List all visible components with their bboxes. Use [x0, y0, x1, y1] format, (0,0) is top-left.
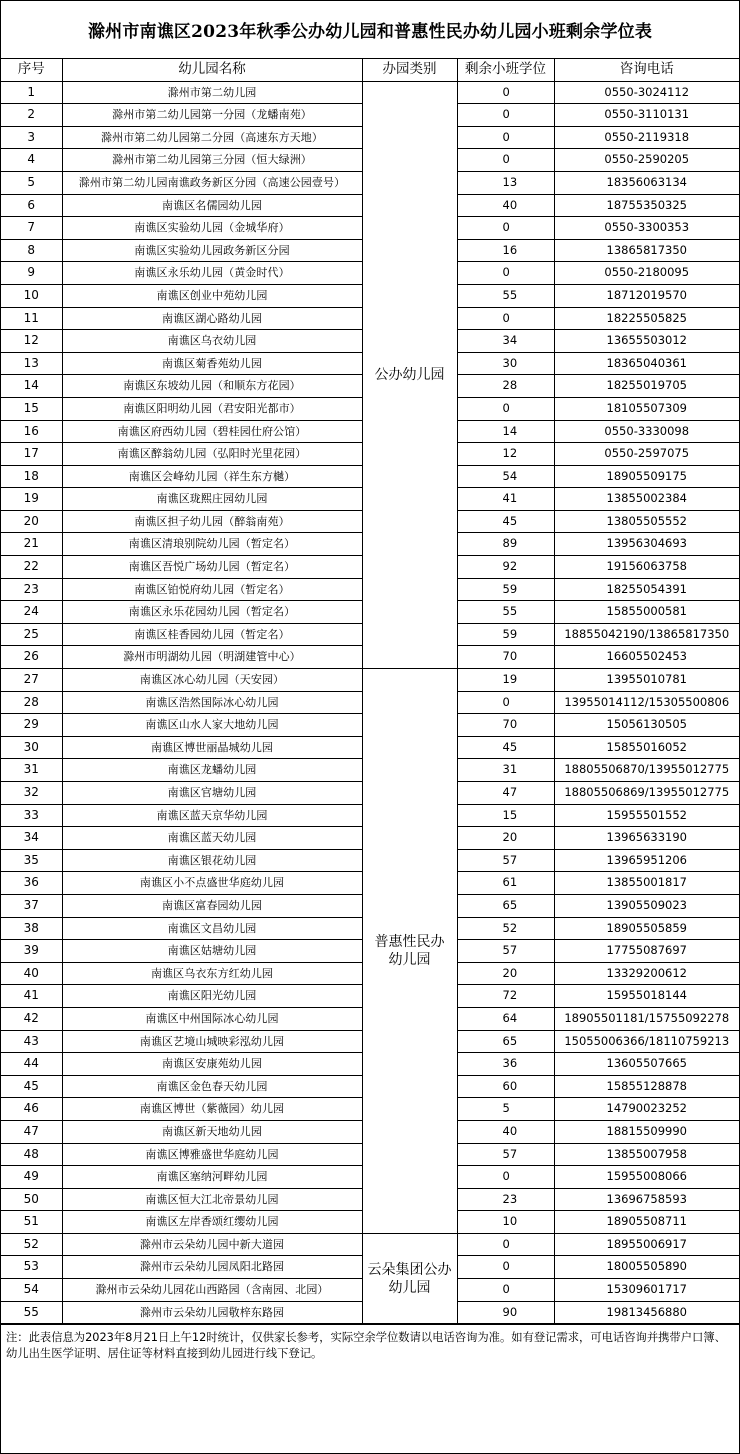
remaining-seats-cell: 72: [457, 985, 554, 1008]
phone-cell: 18805506869/13955012775: [554, 782, 739, 805]
row-index-cell: 44: [1, 1053, 62, 1076]
kindergarten-name-cell: 南谯区醉翁幼儿园（弘阳时光里花园）: [62, 443, 362, 466]
phone-cell: 13905509023: [554, 894, 739, 917]
remaining-seats-cell: 14: [457, 420, 554, 443]
kindergarten-name-cell: 南谯区东坡幼儿园（和顺东方花园）: [62, 375, 362, 398]
row-index-cell: 40: [1, 962, 62, 985]
remaining-seats-cell: 30: [457, 352, 554, 375]
remaining-seats-cell: 65: [457, 894, 554, 917]
table-row: [1, 81, 739, 104]
row-index-cell: 51: [1, 1211, 62, 1234]
page-title: 滁州市南谯区2023年秋季公办幼儿园和普惠性民办幼儿园小班剩余学位表: [1, 1, 739, 59]
kindergarten-name-cell: 南谯区富春园幼儿园: [62, 894, 362, 917]
kindergarten-name-cell: 滁州市云朵幼儿园中新大道园: [62, 1233, 362, 1256]
remaining-seats-cell: 57: [457, 940, 554, 963]
kindergarten-name-cell: 南谯区永乐幼儿园（黄金时代）: [62, 262, 362, 285]
remaining-seats-cell: 13: [457, 171, 554, 194]
remaining-seats-cell: 0: [457, 1256, 554, 1279]
row-index-cell: 32: [1, 782, 62, 805]
remaining-seats-cell: 0: [457, 1279, 554, 1302]
kindergarten-name-cell: 南谯区银花幼儿园: [62, 849, 362, 872]
row-index-cell: 46: [1, 1098, 62, 1121]
phone-cell: 18105507309: [554, 397, 739, 420]
phone-cell: 13855002384: [554, 488, 739, 511]
remaining-seats-cell: 20: [457, 827, 554, 850]
kindergarten-name-cell: 南谯区博世（紫薇园）幼儿园: [62, 1098, 362, 1121]
kindergarten-name-cell: 南谯区文昌幼儿园: [62, 917, 362, 940]
phone-cell: 13805505552: [554, 510, 739, 533]
kindergarten-name-cell: 南谯区乌衣幼儿园: [62, 330, 362, 353]
kindergarten-name-cell: 南谯区官塘幼儿园: [62, 782, 362, 805]
remaining-seats-cell: 60: [457, 1075, 554, 1098]
row-index-cell: 8: [1, 239, 62, 262]
kindergarten-name-cell: 南谯区实验幼儿园（金城华府）: [62, 217, 362, 240]
kindergarten-name-cell: 滁州市明湖幼儿园（明湖建管中心）: [62, 646, 362, 669]
kindergarten-name-cell: 南谯区恒大江北帝景幼儿园: [62, 1188, 362, 1211]
kindergarten-name-cell: 南谯区桂香园幼儿园（暂定名）: [62, 623, 362, 646]
remaining-seats-cell: 0: [457, 1166, 554, 1189]
phone-cell: 13655503012: [554, 330, 739, 353]
kindergarten-name-cell: 南谯区湖心路幼儿园: [62, 307, 362, 330]
phone-cell: 15855000581: [554, 601, 739, 624]
kindergarten-name-cell: 南谯区中州国际冰心幼儿园: [62, 1007, 362, 1030]
row-index-cell: 35: [1, 849, 62, 872]
phone-cell: 18755350325: [554, 194, 739, 217]
remaining-seats-cell: 0: [457, 149, 554, 172]
phone-cell: 13865817350: [554, 239, 739, 262]
row-index-cell: 39: [1, 940, 62, 963]
kindergarten-name-cell: 南谯区山水人家大地幼儿园: [62, 714, 362, 737]
phone-cell: 0550-2590205: [554, 149, 739, 172]
phone-cell: 18255054391: [554, 578, 739, 601]
row-index-cell: 9: [1, 262, 62, 285]
row-index-cell: 12: [1, 330, 62, 353]
remaining-seats-cell: 45: [457, 736, 554, 759]
kindergarten-name-cell: 南谯区蓝天幼儿园: [62, 827, 362, 850]
phone-cell: 0550-2597075: [554, 443, 739, 466]
remaining-seats-cell: 61: [457, 872, 554, 895]
remaining-seats-cell: 54: [457, 465, 554, 488]
remaining-seats-cell: 31: [457, 759, 554, 782]
phone-cell: 17755087697: [554, 940, 739, 963]
row-index-cell: 6: [1, 194, 62, 217]
remaining-seats-cell: 40: [457, 1120, 554, 1143]
phone-cell: 13605507665: [554, 1053, 739, 1076]
phone-cell: 15855128878: [554, 1075, 739, 1098]
row-index-cell: 28: [1, 691, 62, 714]
phone-cell: 15955018144: [554, 985, 739, 1008]
row-index-cell: 47: [1, 1120, 62, 1143]
kindergarten-name-cell: 南谯区清琅别院幼儿园（暂定名）: [62, 533, 362, 556]
remaining-seats-cell: 64: [457, 1007, 554, 1030]
phone-cell: 13855007958: [554, 1143, 739, 1166]
row-index-cell: 10: [1, 284, 62, 307]
remaining-seats-cell: 70: [457, 646, 554, 669]
row-index-cell: 25: [1, 623, 62, 646]
header-seats: 剩余小班学位: [457, 59, 554, 81]
row-index-cell: 13: [1, 352, 62, 375]
row-index-cell: 29: [1, 714, 62, 737]
kindergarten-name-cell: 南谯区新天地幼儿园: [62, 1120, 362, 1143]
row-index-cell: 19: [1, 488, 62, 511]
remaining-seats-cell: 0: [457, 104, 554, 127]
kindergarten-name-cell: 南谯区珑熙庄园幼儿园: [62, 488, 362, 511]
remaining-seats-cell: 90: [457, 1301, 554, 1324]
phone-cell: 15309601717: [554, 1279, 739, 1302]
kindergarten-name-cell: 南谯区冰心幼儿园（天安园）: [62, 669, 362, 692]
phone-cell: 18712019570: [554, 284, 739, 307]
row-index-cell: 2: [1, 104, 62, 127]
phone-cell: 13955010781: [554, 669, 739, 692]
row-index-cell: 50: [1, 1188, 62, 1211]
remaining-seats-cell: 28: [457, 375, 554, 398]
kindergarten-name-cell: 滁州市第二幼儿园: [62, 81, 362, 104]
kindergarten-name-cell: 滁州市云朵幼儿园花山西路园（含南园、北园）: [62, 1279, 362, 1302]
row-index-cell: 33: [1, 804, 62, 827]
kindergarten-name-cell: 南谯区府西幼儿园（碧桂园仕府公馆）: [62, 420, 362, 443]
phone-cell: 18005505890: [554, 1256, 739, 1279]
row-index-cell: 31: [1, 759, 62, 782]
phone-cell: 19813456880: [554, 1301, 739, 1324]
row-index-cell: 36: [1, 872, 62, 895]
kindergarten-name-cell: 南谯区吾悦广场幼儿园（暂定名）: [62, 556, 362, 579]
phone-cell: 0550-3330098: [554, 420, 739, 443]
kindergarten-name-cell: 滁州市第二幼儿园第二分园（高速东方天地）: [62, 126, 362, 149]
category-cell: 公办幼儿园: [362, 81, 457, 668]
phone-cell: 14790023252: [554, 1098, 739, 1121]
row-index-cell: 11: [1, 307, 62, 330]
remaining-seats-cell: 55: [457, 284, 554, 307]
row-index-cell: 4: [1, 149, 62, 172]
table-row: [1, 1233, 739, 1256]
seats-table: [1, 59, 739, 1324]
row-index-cell: 7: [1, 217, 62, 240]
kindergarten-name-cell: 南谯区塞纳河畔幼儿园: [62, 1166, 362, 1189]
header-name: 幼儿园名称: [62, 59, 362, 81]
phone-cell: 18905509175: [554, 465, 739, 488]
phone-cell: 18905505859: [554, 917, 739, 940]
kindergarten-name-cell: 南谯区金色春天幼儿园: [62, 1075, 362, 1098]
kindergarten-name-cell: 南谯区乌衣东方红幼儿园: [62, 962, 362, 985]
remaining-seats-cell: 47: [457, 782, 554, 805]
category-cell: 云朵集团公办 幼儿园: [362, 1233, 457, 1323]
phone-cell: 15955501552: [554, 804, 739, 827]
remaining-seats-cell: 10: [457, 1211, 554, 1234]
phone-cell: 15855016052: [554, 736, 739, 759]
row-index-cell: 54: [1, 1279, 62, 1302]
phone-cell: 13329200612: [554, 962, 739, 985]
kindergarten-name-cell: 滁州市云朵幼儿园凤阳北路园: [62, 1256, 362, 1279]
row-index-cell: 48: [1, 1143, 62, 1166]
phone-cell: 18225505825: [554, 307, 739, 330]
phone-cell: 13965633190: [554, 827, 739, 850]
phone-cell: 13955014112/15305500806: [554, 691, 739, 714]
kindergarten-name-cell: 南谯区实验幼儿园政务新区分园: [62, 239, 362, 262]
remaining-seats-cell: 12: [457, 443, 554, 466]
remaining-seats-cell: 0: [457, 217, 554, 240]
phone-cell: 0550-2180095: [554, 262, 739, 285]
remaining-seats-cell: 0: [457, 397, 554, 420]
kindergarten-name-cell: 南谯区阳明幼儿园（君安阳光都市）: [62, 397, 362, 420]
row-index-cell: 1: [1, 81, 62, 104]
phone-cell: 15055006366/18110759213: [554, 1030, 739, 1053]
row-index-cell: 27: [1, 669, 62, 692]
phone-cell: 18356063134: [554, 171, 739, 194]
row-index-cell: 15: [1, 397, 62, 420]
row-index-cell: 14: [1, 375, 62, 398]
kindergarten-name-cell: 南谯区永乐花园幼儿园（暂定名）: [62, 601, 362, 624]
table-row: [1, 669, 739, 692]
kindergarten-name-cell: 滁州市第二幼儿园第一分园（龙蟠南苑）: [62, 104, 362, 127]
phone-cell: 0550-3300353: [554, 217, 739, 240]
remaining-seats-cell: 36: [457, 1053, 554, 1076]
remaining-seats-cell: 5: [457, 1098, 554, 1121]
remaining-seats-cell: 52: [457, 917, 554, 940]
row-index-cell: 52: [1, 1233, 62, 1256]
header-row: [1, 59, 739, 81]
remaining-seats-cell: 92: [457, 556, 554, 579]
kindergarten-name-cell: 南谯区蓝天京华幼儿园: [62, 804, 362, 827]
kindergarten-name-cell: 南谯区铂悦府幼儿园（暂定名）: [62, 578, 362, 601]
phone-cell: 15056130505: [554, 714, 739, 737]
row-index-cell: 20: [1, 510, 62, 533]
kindergarten-name-cell: 南谯区名儒园幼儿园: [62, 194, 362, 217]
row-index-cell: 18: [1, 465, 62, 488]
kindergarten-name-cell: 南谯区小不点盛世华庭幼儿园: [62, 872, 362, 895]
phone-cell: 18805506870/13955012775: [554, 759, 739, 782]
remaining-seats-cell: 40: [457, 194, 554, 217]
remaining-seats-cell: 0: [457, 126, 554, 149]
phone-cell: 18905508711: [554, 1211, 739, 1234]
phone-cell: 13696758593: [554, 1188, 739, 1211]
remaining-seats-cell: 70: [457, 714, 554, 737]
remaining-seats-cell: 59: [457, 623, 554, 646]
row-index-cell: 37: [1, 894, 62, 917]
kindergarten-name-cell: 南谯区左岸香颂红缨幼儿园: [62, 1211, 362, 1234]
row-index-cell: 5: [1, 171, 62, 194]
header-phone: 咨询电话: [554, 59, 739, 81]
row-index-cell: 3: [1, 126, 62, 149]
remaining-seats-cell: 0: [457, 1233, 554, 1256]
row-index-cell: 17: [1, 443, 62, 466]
phone-cell: 18815509990: [554, 1120, 739, 1143]
row-index-cell: 16: [1, 420, 62, 443]
phone-cell: 13956304693: [554, 533, 739, 556]
remaining-seats-cell: 45: [457, 510, 554, 533]
header-index: 序号: [1, 59, 62, 81]
row-index-cell: 34: [1, 827, 62, 850]
kindergarten-name-cell: 南谯区博雅盛世华庭幼儿园: [62, 1143, 362, 1166]
remaining-seats-cell: 65: [457, 1030, 554, 1053]
row-index-cell: 49: [1, 1166, 62, 1189]
phone-cell: 16605502453: [554, 646, 739, 669]
kindergarten-name-cell: 滁州市云朵幼儿园敬梓东路园: [62, 1301, 362, 1324]
row-index-cell: 53: [1, 1256, 62, 1279]
row-index-cell: 23: [1, 578, 62, 601]
row-index-cell: 21: [1, 533, 62, 556]
phone-cell: 18855042190/13865817350: [554, 623, 739, 646]
row-index-cell: 26: [1, 646, 62, 669]
phone-cell: 13855001817: [554, 872, 739, 895]
kindergarten-name-cell: 南谯区艺境山城映彩泓幼儿园: [62, 1030, 362, 1053]
row-index-cell: 43: [1, 1030, 62, 1053]
kindergarten-name-cell: 南谯区安康苑幼儿园: [62, 1053, 362, 1076]
remaining-seats-cell: 34: [457, 330, 554, 353]
kindergarten-name-cell: 南谯区菊香苑幼儿园: [62, 352, 362, 375]
remaining-seats-cell: 0: [457, 262, 554, 285]
kindergarten-name-cell: 南谯区博世丽晶城幼儿园: [62, 736, 362, 759]
kindergarten-name-cell: 滁州市第二幼儿园第三分园（恒大绿洲）: [62, 149, 362, 172]
table-body: [1, 81, 739, 1324]
row-index-cell: 45: [1, 1075, 62, 1098]
footnote: 注：此表信息为2023年8月21日上午12时统计，仅供家长参考，实际空余学位数请以电话咨询为准。如有登记需求，可电话咨询并携带户口簿、幼儿出生医学证明、居住证等材料直接到幼儿园进行线下登记。: [1, 1324, 739, 1362]
phone-cell: 0550-3024112: [554, 81, 739, 104]
remaining-seats-cell: 55: [457, 601, 554, 624]
remaining-seats-cell: 15: [457, 804, 554, 827]
phone-cell: 18255019705: [554, 375, 739, 398]
kindergarten-name-cell: 南谯区阳光幼儿园: [62, 985, 362, 1008]
row-index-cell: 41: [1, 985, 62, 1008]
kindergarten-name-cell: 南谯区担子幼儿园（醉翁南苑）: [62, 510, 362, 533]
phone-cell: 18955006917: [554, 1233, 739, 1256]
phone-cell: 15955008066: [554, 1166, 739, 1189]
phone-cell: 0550-3110131: [554, 104, 739, 127]
row-index-cell: 42: [1, 1007, 62, 1030]
kindergarten-name-cell: 南谯区龙蟠幼儿园: [62, 759, 362, 782]
remaining-seats-cell: 16: [457, 239, 554, 262]
kindergarten-name-cell: 南谯区姑塘幼儿园: [62, 940, 362, 963]
phone-cell: 18365040361: [554, 352, 739, 375]
phone-cell: 13965951206: [554, 849, 739, 872]
remaining-seats-cell: 89: [457, 533, 554, 556]
remaining-seats-cell: 0: [457, 307, 554, 330]
kindergarten-name-cell: 滁州市第二幼儿园南谯政务新区分园（高速公园壹号）: [62, 171, 362, 194]
row-index-cell: 38: [1, 917, 62, 940]
remaining-seats-cell: 0: [457, 81, 554, 104]
kindergarten-name-cell: 南谯区创业中苑幼儿园: [62, 284, 362, 307]
kindergarten-name-cell: 南谯区浩然国际冰心幼儿园: [62, 691, 362, 714]
remaining-seats-cell: 23: [457, 1188, 554, 1211]
header-category: 办园类别: [362, 59, 457, 81]
remaining-seats-cell: 57: [457, 1143, 554, 1166]
remaining-seats-cell: 19: [457, 669, 554, 692]
row-index-cell: 55: [1, 1301, 62, 1324]
phone-cell: 0550-2119318: [554, 126, 739, 149]
row-index-cell: 24: [1, 601, 62, 624]
category-cell: 普惠性民办 幼儿园: [362, 669, 457, 1234]
row-index-cell: 30: [1, 736, 62, 759]
remaining-seats-cell: 0: [457, 691, 554, 714]
phone-cell: 19156063758: [554, 556, 739, 579]
remaining-seats-cell: 59: [457, 578, 554, 601]
row-index-cell: 22: [1, 556, 62, 579]
remaining-seats-cell: 57: [457, 849, 554, 872]
remaining-seats-cell: 41: [457, 488, 554, 511]
kindergarten-name-cell: 南谯区会峰幼儿园（祥生东方樾）: [62, 465, 362, 488]
phone-cell: 18905501181/15755092278: [554, 1007, 739, 1030]
remaining-seats-cell: 20: [457, 962, 554, 985]
